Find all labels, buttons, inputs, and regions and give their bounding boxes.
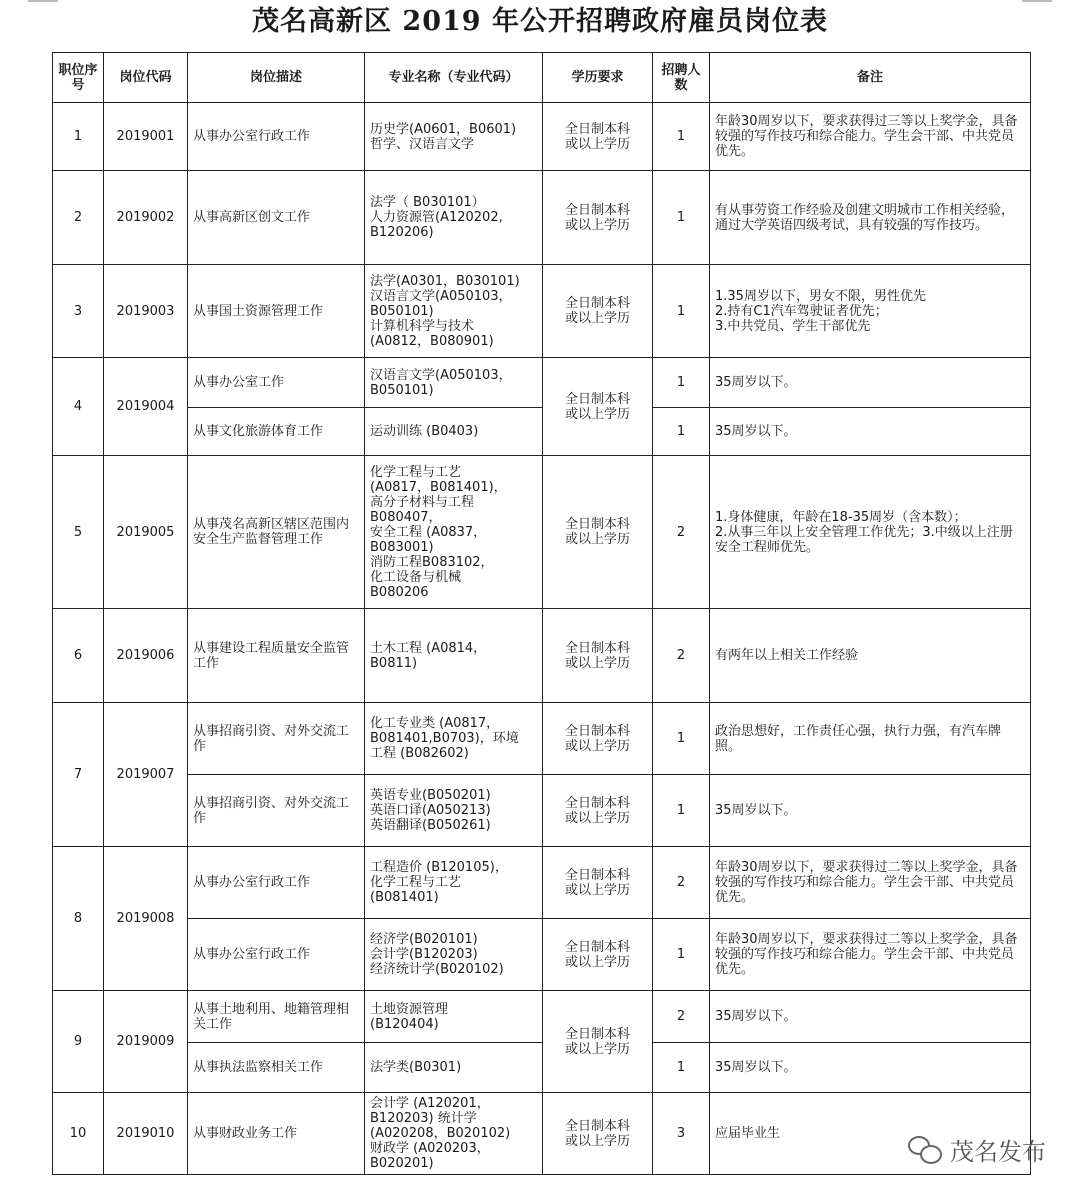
watermark-text: 茂名发布 [950, 1138, 1046, 1166]
header-note: 备注 [710, 53, 1031, 103]
watermark [908, 1132, 1046, 1167]
row-edu: 全日制本科 或以上学历 [543, 919, 653, 991]
row-major: 土木工程 (A0814， B0811) [365, 609, 543, 703]
row-edu: 全日制本科 或以上学历 [543, 171, 653, 265]
row-seq: 10 [53, 1093, 104, 1175]
row-note: 35周岁以下。 [710, 1043, 1031, 1093]
row-note: 有两年以上相关工作经验 [710, 609, 1031, 703]
row-num: 1 [653, 703, 710, 775]
row-num: 2 [653, 456, 710, 609]
row-edu: 全日制本科 或以上学历 [543, 1093, 653, 1175]
header-seq: 职位序号 [53, 53, 104, 103]
row-desc: 从事办公室行政工作 [188, 847, 365, 919]
row-num: 1 [653, 103, 710, 171]
row-seq: 8 [53, 847, 104, 991]
row-code: 2019005 [104, 456, 188, 609]
row-desc: 从事土地利用、地籍管理相关工作 [188, 991, 365, 1043]
row-edu: 全日制本科 或以上学历 [543, 609, 653, 703]
row-num: 1 [653, 358, 710, 408]
row-major: 会计学 (A120201， B120203) 统计学 (A020208，B020102) 财政学 (A020203， B020201) [365, 1093, 543, 1175]
row-note: 35周岁以下。 [710, 991, 1031, 1043]
row-desc: 从事国土资源管理工作 [188, 265, 365, 358]
row-edu: 全日制本科 或以上学历 [543, 358, 653, 456]
row-desc: 从事执法监察相关工作 [188, 1043, 365, 1093]
row-num: 1 [653, 919, 710, 991]
header-desc: 岗位描述 [188, 53, 365, 103]
row-major: 法学类(B0301) [365, 1043, 543, 1093]
row-code: 2019004 [104, 358, 188, 456]
table-row [53, 991, 1031, 1043]
row-major: 汉语言文学(A050103， B050101) [365, 358, 543, 408]
row-edu: 全日制本科 或以上学历 [543, 703, 653, 775]
row-num: 1 [653, 408, 710, 456]
row-seq: 3 [53, 265, 104, 358]
table-row [53, 847, 1031, 919]
row-num: 2 [653, 847, 710, 919]
row-num: 1 [653, 1043, 710, 1093]
row-code: 2019008 [104, 847, 188, 991]
row-desc: 从事文化旅游体育工作 [188, 408, 365, 456]
header-code: 岗位代码 [104, 53, 188, 103]
row-note: 应届毕业生 [710, 1093, 1031, 1175]
row-seq: 7 [53, 703, 104, 847]
row-num: 1 [653, 171, 710, 265]
table-row [53, 358, 1031, 408]
row-note: 35周岁以下。 [710, 358, 1031, 408]
header-num: 招聘人数 [653, 53, 710, 103]
row-edu: 全日制本科 或以上学历 [543, 456, 653, 609]
row-code: 2019003 [104, 265, 188, 358]
table-row [53, 1093, 1031, 1175]
table-row [53, 775, 1031, 847]
row-code: 2019002 [104, 171, 188, 265]
row-major: 化学工程与工艺 (A0817，B081401)， 高分子材料与工程 B080407， 安全工程 (A0837， B083001) 消防工程B083102， 化工设备与机械 B080206 [365, 456, 543, 609]
page-title: 茂名高新区 2019 年公开招聘政府雇员岗位表 [252, 6, 828, 37]
table-row [53, 265, 1031, 358]
table-row [53, 456, 1031, 609]
row-desc: 从事办公室工作 [188, 358, 365, 408]
row-seq: 2 [53, 171, 104, 265]
row-desc: 从事办公室行政工作 [188, 919, 365, 991]
row-major: 土地资源管理 (B120404) [365, 991, 543, 1043]
header-row [53, 53, 1031, 103]
row-note: 年龄30周岁以下，要求获得过二等以上奖学金，具备较强的写作技巧和综合能力。学生会干部、中共党员优先。 [710, 919, 1031, 991]
row-seq: 5 [53, 456, 104, 609]
row-desc: 从事茂名高新区辖区范围内安全生产监督管理工作 [188, 456, 365, 609]
row-edu: 全日制本科 或以上学历 [543, 775, 653, 847]
header-edu: 学历要求 [543, 53, 653, 103]
row-seq: 4 [53, 358, 104, 456]
header-major: 专业名称（专业代码） [365, 53, 543, 103]
row-major: 经济学(B020101) 会计学(B120203) 经济统计学(B020102) [365, 919, 543, 991]
row-seq: 1 [53, 103, 104, 171]
row-note: 1.35周岁以下，男女不限，男性优先 2.持有C1汽车驾驶证者优先； 3.中共党员、学生干部优先 [710, 265, 1031, 358]
row-code: 2019001 [104, 103, 188, 171]
table-row [53, 103, 1031, 171]
table-row [53, 171, 1031, 265]
row-code: 2019006 [104, 609, 188, 703]
table-row [53, 609, 1031, 703]
row-note: 有从事劳资工作经验及创建文明城市工作相关经验，通过大学英语四级考试，具有较强的写作技巧。 [710, 171, 1031, 265]
row-edu: 全日制本科 或以上学历 [543, 103, 653, 171]
row-major: 法学(A0301，B030101) 汉语言文学(A050103， B050101) 计算机科学与技术 (A0812，B080901) [365, 265, 543, 358]
row-desc: 从事招商引资、对外交流工作 [188, 703, 365, 775]
row-desc: 从事建设工程质量安全监管工作 [188, 609, 365, 703]
row-edu: 全日制本科 或以上学历 [543, 265, 653, 358]
positions-table [52, 52, 1031, 1175]
row-num: 1 [653, 775, 710, 847]
row-num: 3 [653, 1093, 710, 1175]
row-num: 2 [653, 609, 710, 703]
row-major: 工程造价 (B120105)， 化学工程与工艺 (B081401) [365, 847, 543, 919]
row-num: 2 [653, 991, 710, 1043]
row-edu: 全日制本科 或以上学历 [543, 847, 653, 919]
row-num: 1 [653, 265, 710, 358]
row-code: 2019009 [104, 991, 188, 1093]
row-major: 法学（ B030101） 人力资源管(A120202, B120206) [365, 171, 543, 265]
row-major: 运动训练 (B0403) [365, 408, 543, 456]
row-note: 政治思想好，工作责任心强，执行力强，有汽车牌照。 [710, 703, 1031, 775]
row-desc: 从事财政业务工作 [188, 1093, 365, 1175]
row-code: 2019007 [104, 703, 188, 847]
row-note: 35周岁以下。 [710, 775, 1031, 847]
row-seq: 6 [53, 609, 104, 703]
row-note: 1.身体健康，年龄在18-35周岁（含本数）； 2.从事三年以上安全管理工作优先；3.中级以上注册安全工程师优先。 [710, 456, 1031, 609]
table-row [53, 1043, 1031, 1093]
row-seq: 9 [53, 991, 104, 1093]
table-row [53, 919, 1031, 991]
row-note: 年龄30周岁以下，要求获得过三等以上奖学金，具备较强的写作技巧和综合能力。学生会干部、中共党员优先。 [710, 103, 1031, 171]
row-major: 化工专业类 (A0817， B081401,B0703)，环境 工程 (B082602) [365, 703, 543, 775]
row-note: 年龄30周岁以下，要求获得过二等以上奖学金，具备较强的写作技巧和综合能力。学生会干部、中共党员优先。 [710, 847, 1031, 919]
row-desc: 从事高新区创文工作 [188, 171, 365, 265]
row-note: 35周岁以下。 [710, 408, 1031, 456]
table-row [53, 408, 1031, 456]
row-major: 历史学(A0601，B0601) 哲学、汉语言文学 [365, 103, 543, 171]
row-code: 2019010 [104, 1093, 188, 1175]
row-major: 英语专业(B050201) 英语口译(A050213) 英语翻译(B050261) [365, 775, 543, 847]
row-edu: 全日制本科 或以上学历 [543, 991, 653, 1093]
row-desc: 从事招商引资、对外交流工作 [188, 775, 365, 847]
table-row [53, 703, 1031, 775]
wechat-icon [908, 1136, 942, 1164]
row-desc: 从事办公室行政工作 [188, 103, 365, 171]
